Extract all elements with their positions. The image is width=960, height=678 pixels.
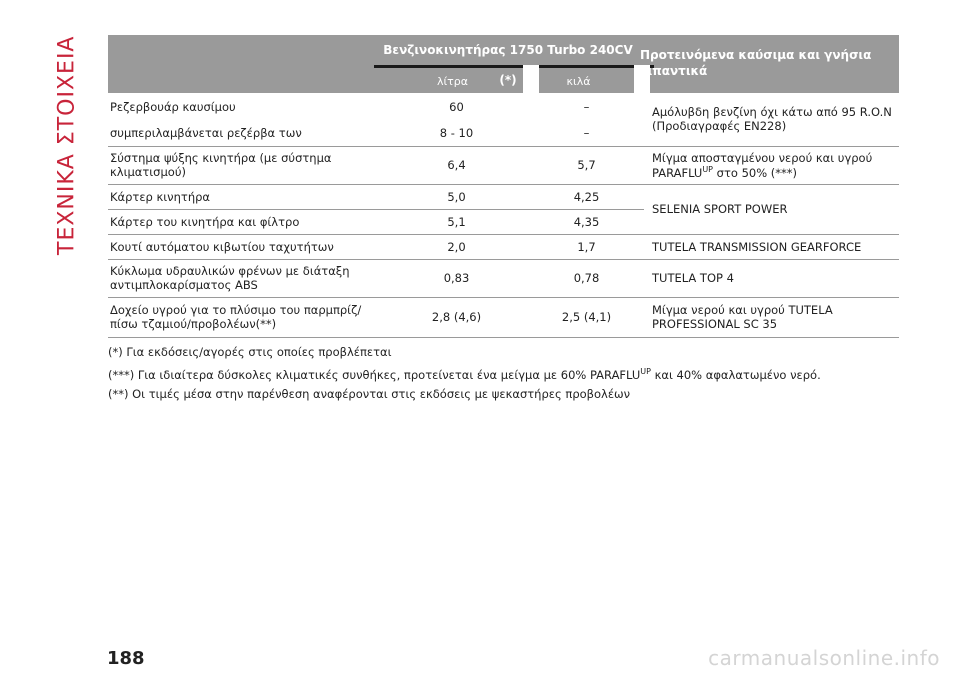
footnote: [108, 362, 898, 385]
footnote: (**) Οι τιμές μέσα στην παρένθεση αναφέρονται στις εκδόσεις με ψεκαστήρες προβολέων: [108, 386, 631, 401]
row-liters: 2,8 (4,6): [384, 297, 529, 337]
fluid-text: Μίγμα αποσταγμένου νερού και υγρού PARAFLU: [652, 150, 873, 180]
row-name: Κουτί αυτόματου κιβωτίου ταχυτήτων: [108, 234, 384, 259]
watermark: carmanualsonline.info: [708, 646, 940, 670]
row-fluid: TUTELA TOP 4: [644, 259, 899, 297]
table-header: [108, 35, 899, 93]
row-kilos: 5,7: [529, 146, 644, 184]
table-row: [108, 297, 899, 337]
row-fluid: [644, 146, 899, 184]
row-fluid: Μίγμα νερού και υγρού TUTELA PROFESSIONAL SC 35: [644, 297, 899, 337]
row-name: Κάρτερ κινητήρα: [108, 184, 384, 209]
footnote-superscript: UP: [640, 367, 651, 376]
row-kilos: 4,25: [529, 184, 644, 209]
table-row: [108, 259, 899, 297]
row-fluid: Αμόλυβδη βενζίνη όχι κάτω από 95 R.O.N (Προδιαγραφές EN228): [644, 93, 899, 146]
row-kilos: 1,7: [529, 234, 644, 259]
row-liters: 60: [449, 99, 464, 114]
row-name: Σύστημα ψύξης κινητήρα (με σύστημα κλιματισμού): [108, 146, 384, 184]
footnote-text-suffix: και 40% αφαλατωμένο νερό.: [650, 367, 821, 382]
fluid-text-suffix: στο 50% (***): [713, 165, 798, 180]
engine-header: Βενζινοκινητήρας 1750 Turbo 240CV (*): [383, 43, 633, 87]
page-number: 188: [107, 648, 145, 669]
fluid-superscript: UP: [702, 164, 714, 174]
liters-header: λίτρα: [436, 75, 469, 88]
row-kilos: 4,35: [529, 209, 644, 234]
row-fluid: TUTELA TRANSMISSION GEARFORCE: [644, 234, 899, 259]
row-liters: 2,0: [384, 234, 529, 259]
footnotes: [108, 343, 898, 404]
row-name: Κάρτερ του κινητήρα και φίλτρο: [108, 209, 384, 234]
footnote-text: (***) Για ιδιαίτερα δύσκολες κλιματικές συνθήκες, προτείνεται ένα μείγμα με 60% PARAFLU: [108, 367, 641, 382]
kilos-header: κιλά: [566, 75, 591, 88]
row-name: Δοχείο υγρού για το πλύσιμο του παρμπρίζ/πίσω τζαμιού/προβολέων(**): [108, 297, 384, 337]
capacities-table: [108, 35, 899, 338]
row-fluid: SELENIA SPORT POWER: [644, 184, 899, 234]
row-kilos: –: [529, 120, 644, 146]
table-body: [108, 93, 899, 338]
row-name: Κύκλωμα υδραυλικών φρένων με διάταξη αντιμπλοκαρίσματος ABS: [108, 259, 384, 297]
row-kilos: 0,78: [529, 259, 644, 297]
row-liters: 5,1: [384, 209, 529, 234]
row-liters: 5,0: [384, 184, 529, 209]
table-row: [108, 146, 899, 184]
header-underline: [374, 65, 654, 68]
table-row: [108, 93, 899, 120]
row-kilos: 2,5 (4,1): [529, 297, 644, 337]
row-liters: 6,4: [384, 146, 529, 184]
row-kilos: –: [583, 99, 590, 114]
table-row: [108, 234, 899, 259]
row-name: συμπεριλαμβάνεται ρεζέρβα των: [108, 120, 384, 146]
table-row: [108, 184, 899, 209]
row-liters: 0,83: [384, 259, 529, 297]
row-name: Ρεζερβουάρ καυσίμου: [110, 99, 236, 114]
fluids-header: Προτεινόμενα καύσιμα και γνήσια λιπαντικά: [640, 48, 872, 78]
footnote: (*) Για εκδόσεις/αγορές στις οποίες προβλέπεται: [108, 345, 392, 359]
row-liters: 8 - 10: [384, 120, 529, 146]
section-title: ΤΕΧΝΙΚΑ ΣΤΟΙΧΕΙΑ: [54, 35, 80, 255]
